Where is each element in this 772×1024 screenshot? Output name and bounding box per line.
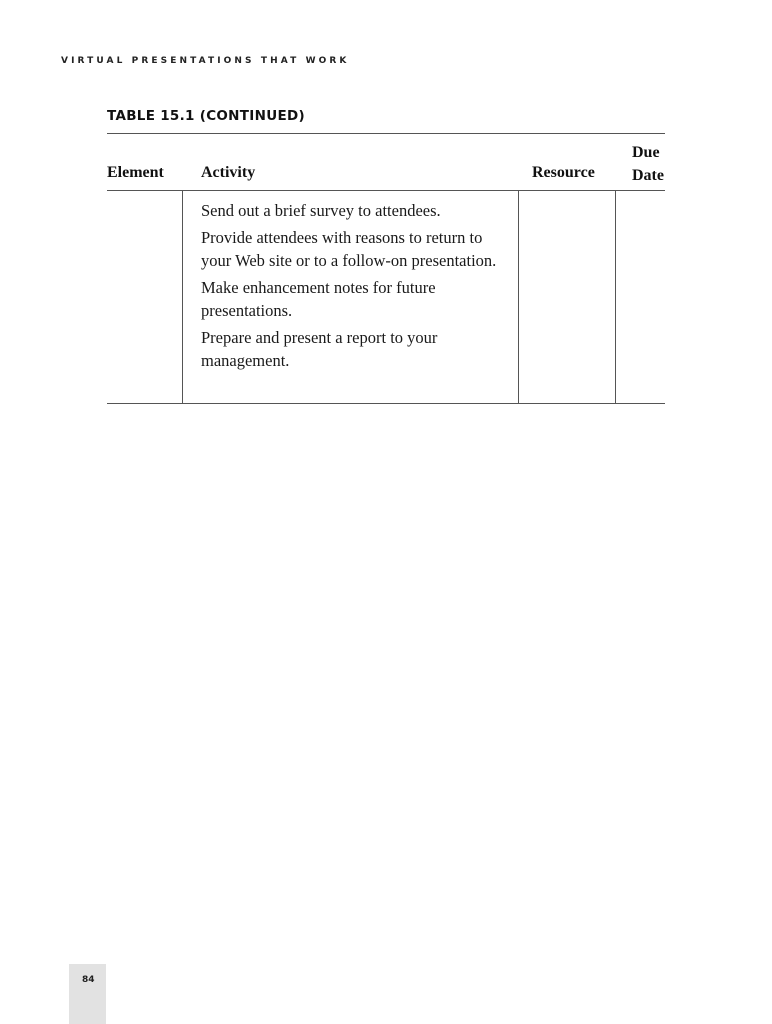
- column-header-due-line2: Date: [632, 167, 664, 184]
- table-caption: TABLE 15.1 (CONTINUED): [107, 108, 305, 124]
- column-divider-element-activity: [182, 191, 183, 403]
- column-header-due-line1: Due: [632, 144, 660, 161]
- activity-item: Provide attendees with reasons to return to your Web site or to a follow-on presentation.: [201, 227, 497, 270]
- activity-item: Send out a brief survey to attendees.: [201, 201, 441, 220]
- page-number-tab: [69, 964, 106, 1024]
- column-header-activity: Activity: [201, 164, 256, 181]
- column-header-due-date: [632, 141, 664, 187]
- running-head: VIRTUAL PRESENTATIONS THAT WORK: [61, 56, 350, 66]
- activity-item: Make enhancement notes for future presentations.: [201, 277, 436, 320]
- column-divider-activity-resource: [518, 191, 519, 403]
- activity-list: [201, 199, 506, 376]
- table-bottom-rule: [107, 403, 665, 404]
- column-header-element: Element: [107, 164, 164, 181]
- page-number: 84: [82, 975, 95, 985]
- table-header-rule: [107, 190, 665, 191]
- table-top-rule: [107, 133, 665, 134]
- activity-item: Prepare and present a report to your management.: [201, 327, 438, 370]
- column-header-resource: Resource: [532, 164, 595, 181]
- column-divider-resource-due: [615, 191, 616, 403]
